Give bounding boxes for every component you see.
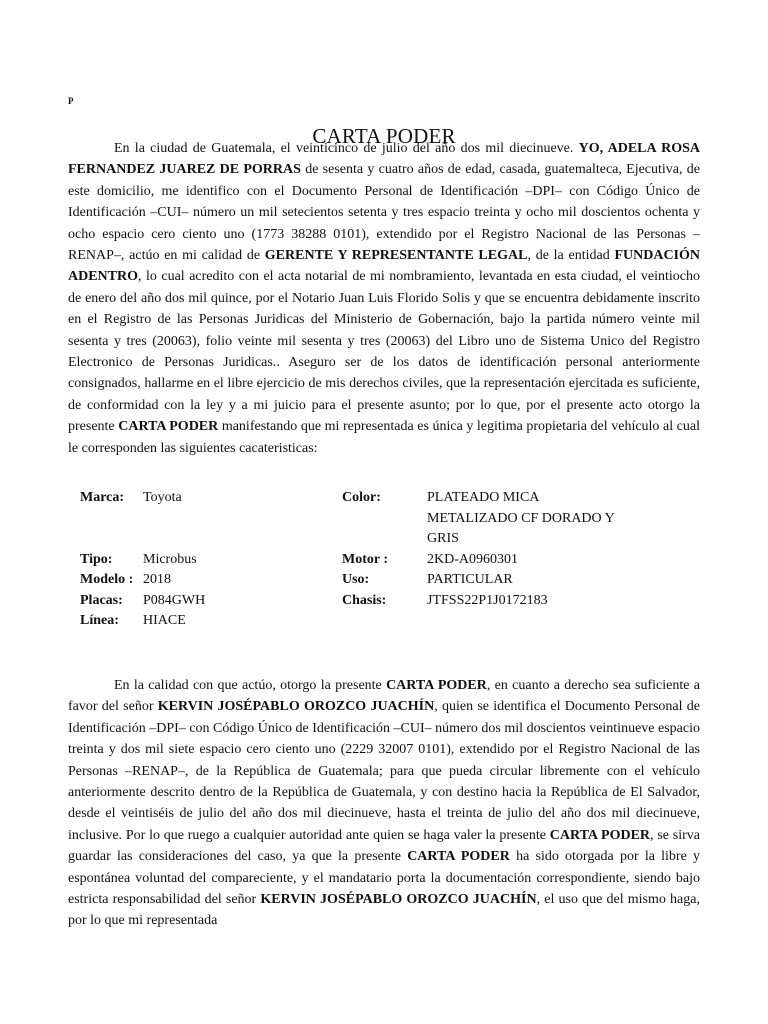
label-tipo: Tipo: [80, 551, 113, 567]
label-color: Color: [342, 490, 381, 505]
text-run: de sesenta y cuatro años de edad, casada, guatemalteca, Ejecutiva, de este domicilio, me identifico con el Documento Personal de Identificación –DPI– con Código Único de Identificación –CUI– número un mil setecientos setenta y tres espacio treinta y ocho mil doscientos ochenta y ocho espacio cero ciento uno (1773 38288 0101), extendido por el Registro Nacional de las Personas –RENAP–, actúo en mi calidad de [68, 162, 700, 264]
vehicle-row-marca [80, 488, 640, 550]
bold-text-run: KERVIN JOSÉPABLO OROZCO JUACHÍN [157, 699, 435, 715]
text-run: , de la entidad [527, 248, 615, 264]
bold-text-run: CARTA PODER [386, 678, 487, 693]
text-run: En la ciudad de Guatemala, el veinticinco de julio del año dos mil diecinueve. [114, 141, 579, 156]
document-title: CARTA PODER [312, 124, 456, 149]
bold-text-run: CARTA PODER [118, 419, 219, 435]
bold-text-run: GERENTE Y REPRESENTANTE LEGAL [264, 248, 528, 264]
value-placas: P084GWH [143, 592, 206, 608]
text-run: , el uso que del mismo haga, por lo que mi representada [68, 892, 700, 929]
label-linea: Línea: [80, 613, 119, 628]
label-uso: Uso: [342, 572, 370, 587]
page-mark: P [68, 96, 74, 106]
text-run: ha sido otorgada por la libre y espontánea voluntad del compareciente, y el mandatario porta la documentación correspondiente, siendo bajo estricta responsabilidad del señor [68, 849, 700, 908]
value-linea: HIACE [143, 613, 186, 628]
value-tipo: Microbus [143, 551, 197, 567]
text-run: , quien se identifica el Documento Personal de Identificación –DPI– con Código Único de Identificación –CUI– número dos mil doscientos veintinueve espacio treinta y dos mil siete espacio cero ciento uno (2229 32007 0101), extendido por el Registro Nacional de las Personas –RENAP–, de la República de Guatemala; para que pueda circular libremente con el vehículo anteriormente descrito dentro de la República de Guatemala, y con destino hacia la República de El Salvador, desde el veintiséis de julio del año dos mil diecinueve, hasta el treinta de julio del año dos mil diecinueve, inclusive. Por lo que ruego a cualquier autoridad ante quien se haga valer la presente [68, 699, 700, 843]
value-color: PLATEADO MICA METALIZADO CF DORADO Y GRIS [427, 490, 615, 546]
vehicle-row-linea [80, 611, 640, 632]
bold-text-run: KERVIN JOSÉPABLO OROZCO JUACHÍN [260, 892, 537, 908]
vehicle-details-table [80, 488, 640, 632]
paragraph-mandate [68, 675, 700, 932]
label-placas: Placas: [80, 592, 123, 608]
bold-text-run: CARTA PODER [549, 827, 651, 843]
text-run: En la calidad con que actúo, otorgo la presente [114, 678, 387, 693]
vehicle-row-placas [80, 591, 640, 612]
bold-text-run: YO, ADELA ROSA FERNANDEZ JUAREZ DE PORRAS [68, 141, 701, 178]
value-uso: PARTICULAR [427, 572, 513, 587]
text-run: , en cuanto a derecho sea suficiente a favor del señor [68, 678, 700, 715]
vehicle-row-modelo [80, 570, 640, 591]
value-motor: 2KD-A0960301 [427, 551, 518, 567]
bold-text-run: FUNDACIÓN ADENTRO [68, 248, 701, 285]
vehicle-row-tipo [80, 550, 640, 571]
text-run: , lo cual acredito con el acta notarial de mi nombramiento, levantada en esta ciudad, el veintiocho de enero del año dos mil quince, por el Notario Juan Luis Florido Solis y que se encuentra debidamente inscrito en el Registro de las Personas Juridicas del Ministerio de Gobernación, bajo la partida número veinte mil sesenta y tres (20063), folio veinte mil sesenta y tres (20063) del Libro uno de Sistema Unico del Registro Electronico de Personas Juridicas.. Aseguro ser de los datos de identificación personal anteriormente consignados, hallarme en el libre ejercicio de mis derechos civiles, que la representación ejercitada es suficiente, de conformidad con la ley y a mi juicio para el presente asunto; por lo que, por el presente acto otorgo la presente [68, 269, 700, 435]
text-run: manifestando que mi representada es única y legitima propietaria del vehículo al cual le corresponden las siguientes cacateristicas: [68, 419, 700, 456]
paragraph-grant-of-power [68, 138, 700, 459]
value-chasis: JTFSS22P1J0172183 [427, 592, 548, 608]
text-run: , se sirva guardar las consideraciones del caso, ya que la presente [68, 827, 700, 865]
value-marca: Toyota [143, 490, 182, 505]
label-motor: Motor : [342, 551, 388, 567]
bold-text-run: CARTA PODER [407, 849, 510, 865]
value-modelo: 2018 [143, 572, 171, 587]
label-chasis: Chasis: [342, 592, 387, 608]
label-modelo: Modelo : [80, 572, 134, 587]
label-marca: Marca: [80, 490, 125, 505]
